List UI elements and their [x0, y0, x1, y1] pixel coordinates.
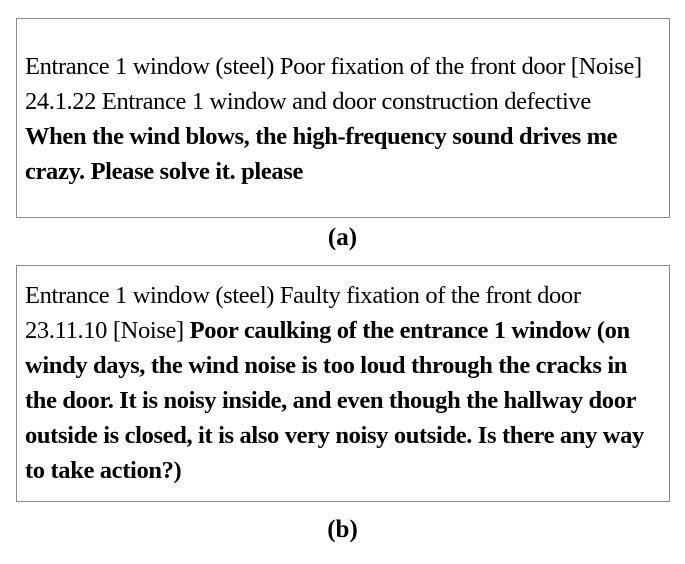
panel-a-line-2: 24.1.22 Entrance 1 window and door construction defective [25, 88, 591, 115]
caption-a: (a) [327, 224, 358, 251]
complaint-panel-b [16, 265, 670, 502]
panel-b-line-2-prefix: 23.11.10 [Noise] [25, 317, 184, 344]
caption-b: (b) [327, 516, 358, 543]
panel-b-line-1: Entrance 1 window (steel) Faulty fixation of the front door [25, 282, 581, 309]
complaint-panel-a [16, 18, 670, 218]
panel-b-body [25, 313, 661, 488]
panel-b-complaint-text: Poor caulking of the entrance 1 window (on windy days, the wind noise is too loud through the cracks in the door. It is noisy inside, and even though the hallway door outside is closed, it is also very noisy outside. Is there any way to take action?) [25, 317, 644, 484]
panel-a-line-1: Entrance 1 window (steel) Poor fixation of the front door [Noise] [25, 53, 642, 80]
panel-a-complaint-text: When the wind blows, the high-frequency sound drives me crazy. Please solve it. please [25, 123, 618, 185]
